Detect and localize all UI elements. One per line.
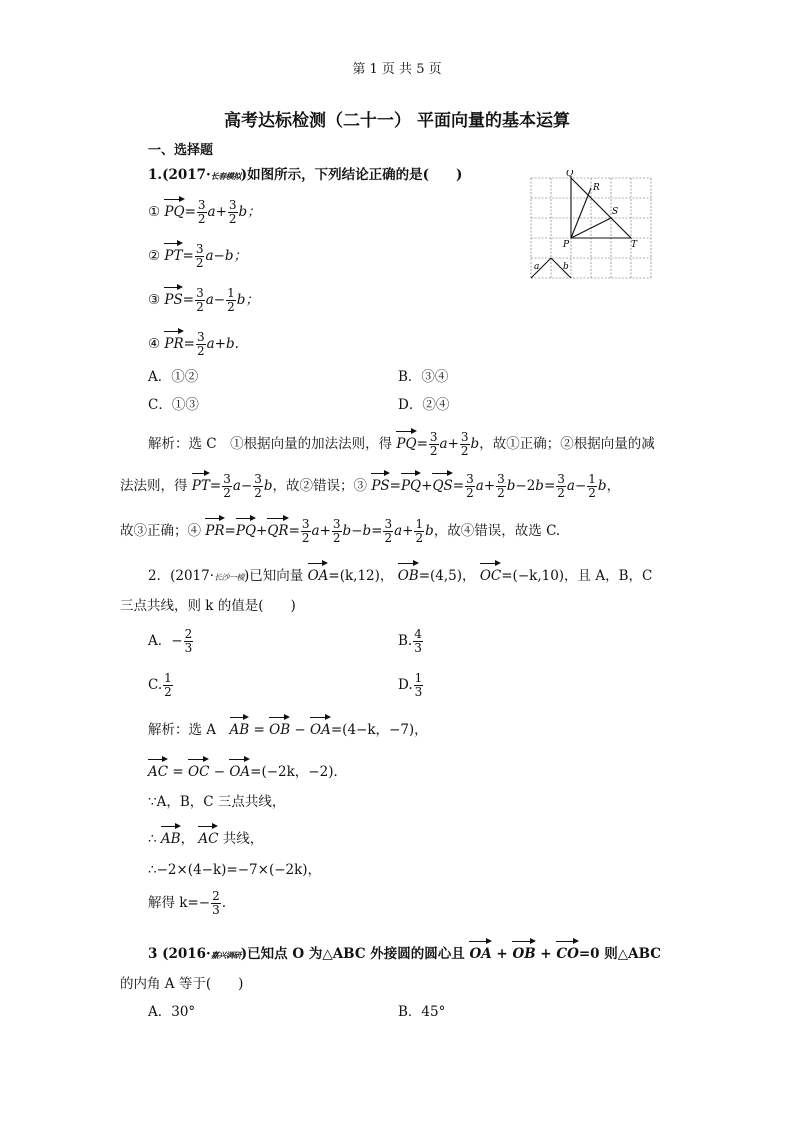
q1-option-c: C．①③ [148,397,199,413]
q2-option-c: C. $\frac{1}{2}$ [148,671,172,699]
page-indicator: 第 1 页 共 5 页 [352,62,442,77]
triangle-pqt [571,178,631,238]
q2-solution-line-3: ∵A，B，C 三点共线， [148,794,286,810]
label-b: b [563,262,569,272]
q3-stem-line-1: 3 (2016·嘉兴调研)已知点 O 为△ABC 外接圆的圆心且 OA + OB + CO=0 则△ABC [148,938,661,965]
label-q: Q [566,170,574,179]
q2-solution-line-2: AC = OC − OA=(−2k，−2)． [148,756,347,782]
section-heading: 一、选择题 [148,143,214,158]
q1-stem: 1.(2017·长春模拟)如图所示，下列结论正确的是( ) [148,167,463,183]
q1-solution-line-1: 解析：选 C ①根据向量的加法法则，得 PQ= $\frac{3}{2}$ a+ $\frac{3}{2}$ b，故①正确；②根据向量的减 [148,430,655,458]
label-t: T [631,240,638,250]
q2-option-b: B. $\frac{4}{3}$ [398,627,422,655]
q1-item-1: ① PQ= $\frac{3}{2}$ a+ $\frac{3}{2}$ b； [148,198,261,226]
segment-pr [571,188,591,238]
q1-solution-line-3: 故③正确；④ PR=PQ+QR= $\frac{3}{2}$ a+ $\frac{3}{2}$ b−b= $\frac{3}{2}$ a+ $\frac{1}{2}$ b，故④错误，故选 C. [120,517,561,545]
q1-grid-figure [530,170,652,282]
q1-option-b: B．③④ [398,369,449,385]
q3-stem-line-2: 的内角 A 等于( ) [120,976,244,992]
label-s: S [612,207,619,217]
label-p: P [563,240,570,250]
q1-item-4: ④ PR= $\frac{3}{2}$ a+b. [148,330,239,358]
q2-option-d: D. $\frac{1}{3}$ [398,671,423,699]
q2-option-a: A．− $\frac{2}{3}$ [148,627,193,655]
q3-option-b: B．45° [398,1004,446,1020]
q1-solution-line-2: 法法则，得 PT= $\frac{3}{2}$ a− $\frac{3}{2}$ b，故②错误；③ PS=PQ+QS= $\frac{3}{2}$ a+ $\frac{3}{2}$ b−2b= $\frac{3}{2}$ a− $\frac{1}{2}$ b， [120,472,621,500]
q1-item-3: ③ PS= $\frac{3}{2}$ a− $\frac{1}{2}$ b； [148,286,259,314]
q2-solution-line-1: 解析：选 A AB = OB − OA=(4−k，−7)， [148,714,428,740]
page-title: 高考达标检测（二十一） 平面向量的基本运算 [224,111,570,131]
q2-solution-line-6: 解得 k=− $\frac{2}{3}$ . [148,889,227,917]
q2-stem-line-1: 2．(2017·长沙一模)已知向量 OA=(k,12)， OB=(4,5)， OC=(−k,10)，且 A，B，C [148,560,652,588]
label-r: R [593,183,600,193]
q2-solution-line-5: ∴−2×(4−k)=−7×(−2k)， [148,862,322,878]
q1-option-d: D．②④ [398,397,450,413]
q2-solution-line-4: ∴ AB， AC 共线， [148,823,263,849]
q1-item-2: ② PT= $\frac{3}{2}$ a−b； [148,242,247,270]
q3-option-a: A．30° [148,1004,196,1020]
label-a: a [534,262,540,272]
q2-stem-line-2: 三点共线，则 k 的值是( ) [120,598,296,614]
q1-option-a: A．①② [148,369,199,385]
